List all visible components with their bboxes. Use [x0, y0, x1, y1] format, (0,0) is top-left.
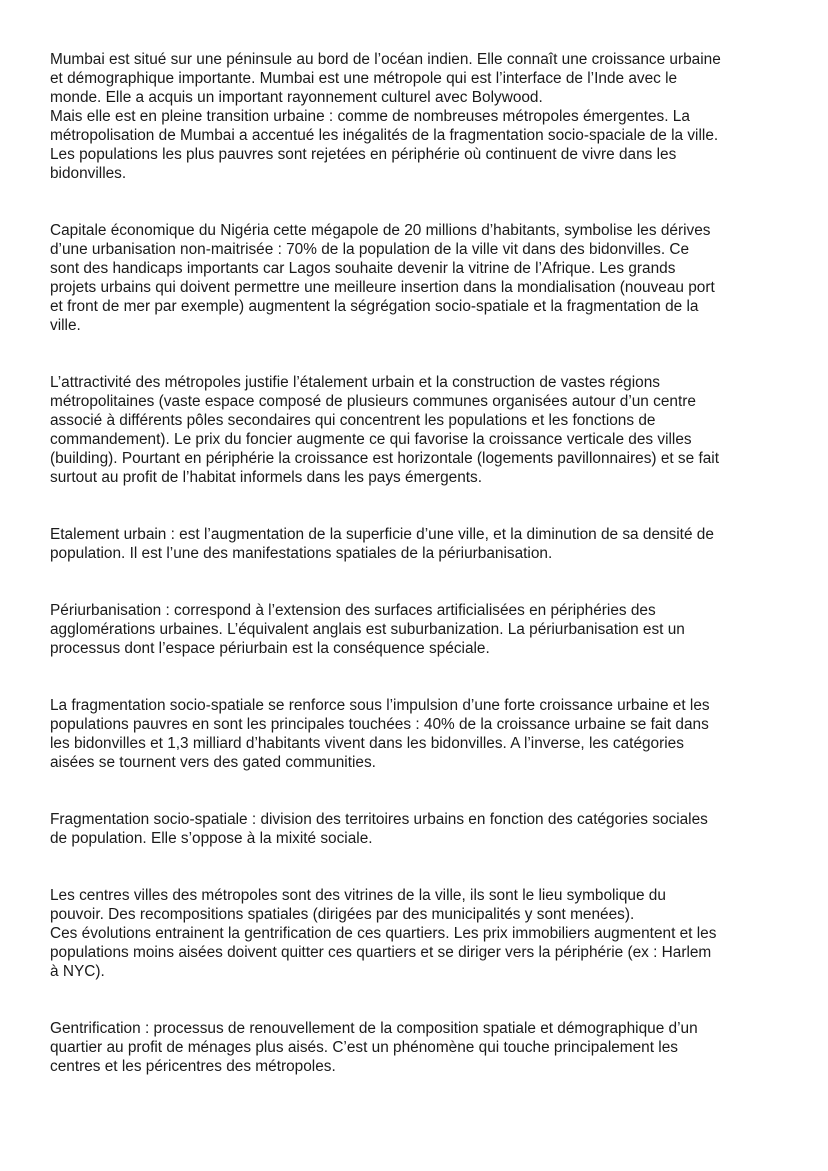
text-line: de population. Elle s’oppose à la mixité sociale. — [50, 830, 373, 847]
text-line: ville. — [50, 317, 81, 334]
paragraph-definition-gentrification — [50, 1019, 780, 1076]
text-line: aisées se tournent vers des gated communities. — [50, 754, 376, 771]
text-line: quartier au profit de ménages plus aisés. C’est un phénomène qui touche principalement les — [50, 1039, 678, 1056]
text-line: métropolisation de Mumbai a accentué les inégalités de la fragmentation socio-spaciale de la ville. — [50, 127, 719, 144]
text-line: bidonvilles. — [50, 165, 127, 182]
text-line: les bidonvilles et 1,3 milliard d’habitants vivent dans les bidonvilles. A l’inverse, les catégories — [50, 735, 684, 752]
text-line: et démographique importante. Mumbai est une métropole qui est l’interface de l’Inde avec le — [50, 70, 678, 87]
document-page — [50, 50, 780, 1076]
text-line: sont des handicaps importants car Lagos souhaite devenir la vitrine de l’Afrique. Les grands — [50, 260, 676, 277]
paragraph-spacer — [50, 981, 780, 1019]
text-line: L’attractivité des métropoles justifie l’étalement urbain et la construction de vastes régions — [50, 374, 660, 391]
paragraph-spacer — [50, 487, 780, 525]
text-line: La fragmentation socio-spatiale se renforce sous l’impulsion d’une forte croissance urbaine et les — [50, 697, 710, 714]
text-line: Ces évolutions entrainent la gentrification de ces quartiers. Les prix immobiliers augmentent et les — [50, 925, 717, 942]
paragraph-spacer — [50, 772, 780, 810]
text-line: populations pauvres en sont les principales touchées : 40% de la croissance urbaine se fait dans — [50, 716, 709, 733]
text-line: Gentrification : processus de renouvellement de la composition spatiale et démographique d’un — [50, 1020, 698, 1037]
paragraph-lagos — [50, 221, 780, 335]
text-line: population. Il est l’une des manifestations spatiales de la périurbanisation. — [50, 545, 553, 562]
paragraph-attractivite — [50, 373, 780, 487]
paragraph-spacer — [50, 848, 780, 886]
text-line: centres et les péricentres des métropoles. — [50, 1058, 336, 1075]
text-line: surtout au profit de l’habitat informels dans les pays émergents. — [50, 469, 483, 486]
text-line: Etalement urbain : est l’augmentation de la superficie d’une ville, et la diminution de sa densité de — [50, 526, 714, 543]
text-line: commandement). Le prix du foncier augmente ce qui favorise la croissance verticale des villes — [50, 431, 692, 448]
text-line: Mumbai est situé sur une péninsule au bord de l’océan indien. Elle connaît une croissance urbaine — [50, 51, 721, 68]
paragraph-definition-periurbanisation — [50, 601, 780, 658]
paragraph-definition-etalement — [50, 525, 780, 563]
paragraph-spacer — [50, 658, 780, 696]
text-line: Mais elle est en pleine transition urbaine : comme de nombreuses métropoles émergentes. La — [50, 108, 690, 125]
paragraph-spacer — [50, 335, 780, 373]
paragraph-spacer — [50, 563, 780, 601]
text-line: Capitale économique du Nigéria cette mégapole de 20 millions d’habitants, symbolise les dérives — [50, 222, 711, 239]
paragraph-centres-villes — [50, 886, 780, 981]
text-line: (building). Pourtant en périphérie la croissance est horizontale (logements pavillonnaires) et se fait — [50, 450, 719, 467]
paragraph-definition-fragmentation — [50, 810, 780, 848]
paragraph-mumbai — [50, 50, 780, 183]
text-line: Périurbanisation : correspond à l’extension des surfaces artificialisées en périphéries des — [50, 602, 656, 619]
text-line: à NYC). — [50, 963, 105, 980]
text-line: d’une urbanisation non-maitrisée : 70% de la population de la ville vit dans des bidonvilles. Ce — [50, 241, 690, 258]
text-line: associé à différents pôles secondaires qui concentrent les populations et les fonctions de — [50, 412, 656, 429]
paragraph-fragmentation — [50, 696, 780, 772]
text-line: monde. Elle a acquis un important rayonnement culturel avec Bolywood. — [50, 89, 543, 106]
text-line: pouvoir. Des recompositions spatiales (dirigées par des municipalités y sont menées). — [50, 906, 635, 923]
text-line: Fragmentation socio-spatiale : division des territoires urbains en fonction des catégories sociales — [50, 811, 708, 828]
text-line: métropolitaines (vaste espace composé de plusieurs communes organisées autour d’un centre — [50, 393, 696, 410]
text-line: agglomérations urbaines. L’équivalent anglais est suburbanization. La périurbanisation est un — [50, 621, 685, 638]
paragraph-spacer — [50, 183, 780, 221]
text-line: et front de mer par exemple) augmentent la ségrégation socio-spatiale et la fragmentation de la — [50, 298, 699, 315]
text-line: Les centres villes des métropoles sont des vitrines de la ville, ils sont le lieu symbolique du — [50, 887, 666, 904]
text-line: Les populations les plus pauvres sont rejetées en périphérie où continuent de vivre dans les — [50, 146, 677, 163]
text-line: projets urbains qui doivent permettre une meilleure insertion dans la mondialisation (nouveau port — [50, 279, 715, 296]
text-line: populations moins aisées doivent quitter ces quartiers et se diriger vers la périphérie (ex : Harlem — [50, 944, 712, 961]
text-line: processus dont l’espace périurbain est la conséquence spéciale. — [50, 640, 490, 657]
